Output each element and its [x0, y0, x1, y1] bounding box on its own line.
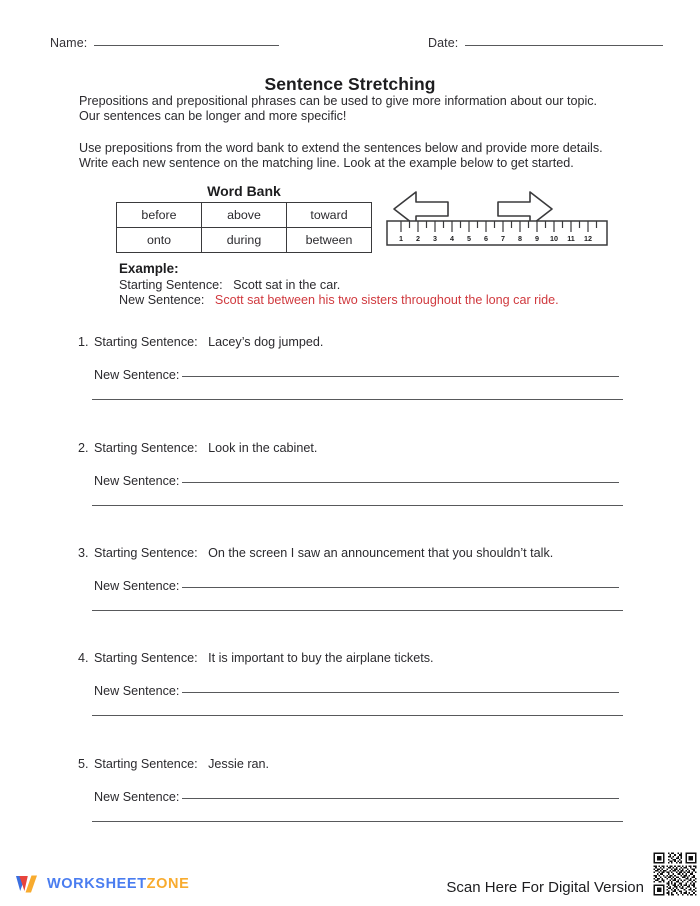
question-1 [78, 335, 624, 382]
word-bank-cell: toward [287, 203, 372, 228]
example-block [119, 262, 639, 307]
date-field[interactable] [428, 36, 663, 50]
answer-field[interactable] [78, 474, 624, 488]
intro-line-2: Our sentences can be longer and more specific! [79, 109, 347, 124]
starting-sentence-label: Starting Sentence: [94, 335, 198, 349]
word-bank-title: Word Bank [207, 183, 281, 199]
page-title: Sentence Stretching [264, 74, 436, 94]
worksheet-zone-logo[interactable] [14, 872, 189, 896]
example-starting-row [119, 278, 639, 293]
logo-wordmark [47, 876, 189, 892]
ruler-number: 10 [550, 234, 558, 243]
ruler-number: 1 [399, 234, 403, 243]
ruler-number: 9 [535, 234, 539, 243]
answer-line-1[interactable] [182, 482, 619, 483]
question-3 [78, 546, 624, 593]
answer-line-2[interactable] [92, 610, 623, 611]
starting-sentence: On the screen I saw an announcement that you shouldn’t talk. [208, 546, 554, 560]
word-bank [116, 183, 372, 253]
answer-field[interactable] [78, 368, 624, 382]
scan-here-text: Scan Here For Digital Version [446, 879, 644, 896]
starting-sentence: Lacey’s dog jumped. [208, 335, 324, 349]
logo-text-primary: WORKSHEET [47, 876, 147, 892]
starting-sentence-label: Starting Sentence: [94, 546, 198, 560]
answer-label: New Sentence: [94, 474, 180, 488]
example-new-sentence: Scott sat between his two sisters throughout the long car ride. [214, 292, 559, 307]
question-text [94, 441, 317, 456]
qr-code[interactable] [652, 851, 698, 897]
example-new-row [119, 293, 639, 308]
question-prompt [78, 335, 624, 350]
ruler-number: 6 [484, 234, 488, 243]
answer-line-1[interactable] [182, 798, 619, 799]
answer-field[interactable] [78, 790, 624, 804]
ruler-number: 8 [518, 234, 522, 243]
example-heading: Example: [119, 261, 179, 276]
intro-text [79, 94, 624, 172]
intro-line-1: Prepositions and prepositional phrases can be used to give more information about our topic. [79, 94, 598, 108]
question-2 [78, 441, 624, 488]
answer-field[interactable] [78, 579, 624, 593]
ruler-number: 7 [501, 234, 505, 243]
example-starting-sentence: Scott sat in the car. [233, 277, 341, 292]
answer-label: New Sentence: [94, 790, 180, 804]
answer-line-2[interactable] [92, 821, 623, 822]
name-label: Name: [50, 36, 88, 50]
question-number: 2. [78, 441, 89, 455]
question-prompt [78, 441, 624, 456]
ruler-number: 12 [584, 234, 592, 243]
word-bank-cell: above [202, 203, 287, 228]
ruler-illustration [386, 186, 608, 246]
answer-line-2[interactable] [92, 715, 623, 716]
ruler-number: 3 [433, 234, 437, 243]
question-number: 3. [78, 546, 89, 560]
name-field[interactable] [50, 36, 279, 50]
table-row [117, 203, 372, 228]
starting-sentence-label: Starting Sentence: [94, 441, 198, 455]
table-row [117, 228, 372, 253]
answer-label: New Sentence: [94, 579, 180, 593]
question-5 [78, 757, 624, 804]
example-new-label: New Sentence: [119, 292, 205, 307]
question-prompt [78, 546, 624, 561]
question-number: 5. [78, 757, 89, 771]
answer-field[interactable] [78, 684, 624, 698]
starting-sentence-label: Starting Sentence: [94, 757, 198, 771]
answer-line-2[interactable] [92, 505, 623, 506]
ruler-number: 5 [467, 234, 471, 243]
answer-line-1[interactable] [182, 376, 619, 377]
word-bank-cell: before [117, 203, 202, 228]
date-input-rule[interactable] [465, 45, 663, 46]
intro-line-3: Use prepositions from the word bank to extend the sentences below and provide more details. [79, 140, 603, 155]
starting-sentence: Look in the cabinet. [208, 441, 318, 455]
question-number: 4. [78, 651, 89, 665]
question-4 [78, 651, 624, 698]
date-label: Date: [428, 36, 459, 50]
ruler-number: 4 [450, 234, 454, 243]
starting-sentence: Jessie ran. [208, 757, 270, 771]
ruler-number: 11 [567, 234, 575, 243]
starting-sentence: It is important to buy the airplane tickets. [208, 651, 434, 665]
answer-line-2[interactable] [92, 399, 623, 400]
question-text [94, 651, 434, 666]
word-bank-cell: between [287, 228, 372, 253]
answer-line-1[interactable] [182, 692, 619, 693]
intro-spacer [79, 125, 624, 141]
name-input-rule[interactable] [94, 45, 279, 46]
answer-label: New Sentence: [94, 684, 180, 698]
starting-sentence-label: Starting Sentence: [94, 651, 198, 665]
answer-label: New Sentence: [94, 368, 180, 382]
answer-line-1[interactable] [182, 587, 619, 588]
ruler-number: 2 [416, 234, 420, 243]
worksheet-zone-logo-icon [14, 872, 40, 896]
question-prompt [78, 757, 624, 772]
question-prompt [78, 651, 624, 666]
word-bank-table [116, 202, 372, 253]
word-bank-cell: during [202, 228, 287, 253]
question-text [94, 546, 553, 561]
worksheet-footer [0, 845, 700, 906]
example-starting-label: Starting Sentence: [119, 277, 223, 292]
worksheet-header [0, 36, 700, 58]
wordbank-ruler-band [0, 183, 700, 261]
question-number: 1. [78, 335, 89, 349]
question-text [94, 335, 323, 350]
question-text [94, 757, 269, 772]
word-bank-cell: onto [117, 228, 202, 253]
intro-line-4: Write each new sentence on the matching line. Look at the example below to get started. [79, 156, 574, 171]
logo-text-secondary: ZONE [146, 876, 190, 892]
